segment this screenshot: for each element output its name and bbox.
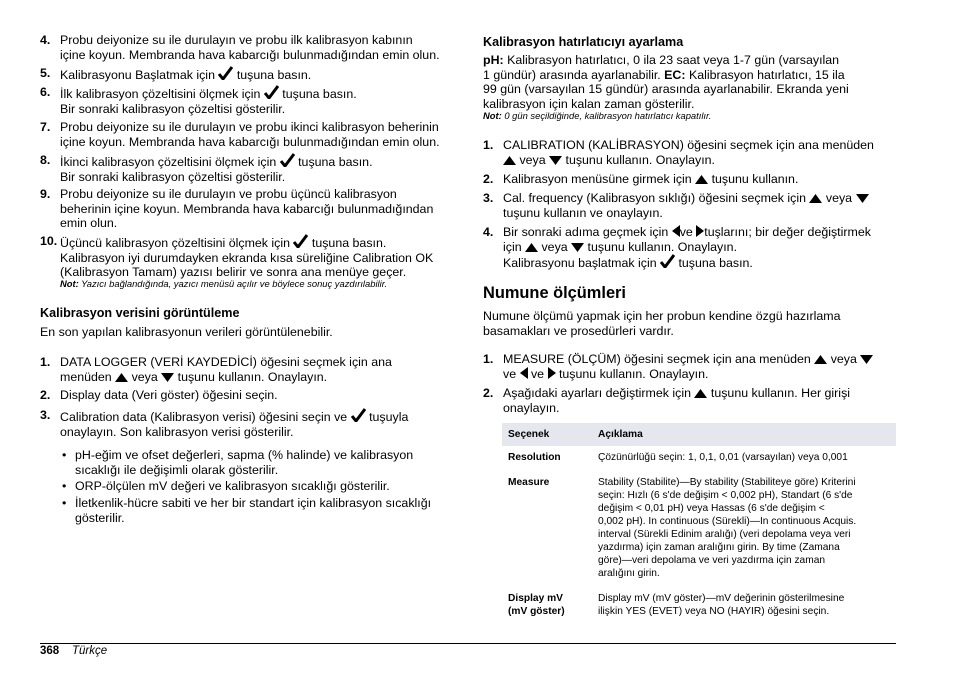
table-header-row [502, 423, 896, 446]
up-arrow-icon [115, 373, 128, 382]
down-arrow-icon [161, 373, 174, 382]
section-heading-sample-measurement: Numune ölçümleri [483, 284, 626, 302]
reminder-step-4: 4. Bir sonraki adıma geçmek için ve tuşlarını; bir değer değiştirmek için veya tuşunu kullanın. Onaylayın. Kalibrasyonu başlatmak için tuşuna basın. [483, 225, 871, 271]
down-arrow-icon [860, 355, 873, 364]
note-reminder-off: Not: 0 gün seçildiğinde, kalibrasyon hatırlatıcı kapatılır. [483, 110, 712, 121]
header-option: Seçenek [502, 423, 592, 446]
checkmark-icon [218, 66, 233, 80]
up-arrow-icon [814, 355, 827, 364]
step-6: 6. İlk kalibrasyon çözeltisini ölçmek için tuşuna basın. Bir sonraki kalibrasyon çözeltisi gösterilir. [40, 85, 357, 116]
data-step-2: 2. Display data (Veri göster) öğesini seçin. [40, 388, 278, 402]
note-printer: Not: Yazıcı bağlandığında, yazıcı menüsü açılır ve böylece sonuç yazdırılabilir. [60, 278, 388, 289]
step-10: 10. Üçüncü kalibrasyon çözeltisini ölçmek için tuşuna basın. Kalibrasyon iyi durumdayken ekranda kısa süreliğine Calibration OK (Kalibrasyon Tamam) yazısı belirir ve sonra ana menüye geçer. [40, 234, 434, 280]
table-row: Resolution Çözünürlüğü seçin: 1, 0,1, 0,01 (varsayılan) veya 0,001 [508, 452, 848, 463]
left-arrow-icon [520, 367, 528, 379]
checkmark-icon [660, 254, 675, 268]
table-row: Display mV (mV göster) Display mV (mV göster)—mV değerinin gösterilmesine ilişkin YES (EVET) veya NO (HAYIR) öğesini seçin. [508, 593, 845, 617]
footer-language: Türkçe [72, 645, 108, 657]
bullet-ph: • pH-eğim ve ofset değerleri, sapma (% halinde) ve kalibrasyon sıcaklığı ile değişimli olarak gösterilir. [62, 448, 414, 477]
down-arrow-icon [549, 156, 562, 165]
measure-step-1: 1. MEASURE (ÖLÇÜM) öğesini seçmek için ana menüden veya ve ve tuşunu kullanın. Onaylayın. [483, 352, 896, 381]
data-step-1: 1. DATA LOGGER (VERİ KAYDEDİCİ) öğesini seçmek için ana menüden veya tuşunu kullanın. Onaylayın. [40, 355, 392, 384]
bullet-orp: • ORP-ölçülen mV değeri ve kalibrasyon sıcaklığı gösterilir. [62, 479, 390, 493]
reminder-paragraph: pH: Kalibrasyon hatırlatıcı, 0 ila 23 saat veya 1-7 gün (varsayılan 1 gündür) arasında ayarlanabilir. EC: Kalibrasyon hatırlatıcı, 15 ila 99 gün (varsayılan 15 gündür) arasında ayarlanabilir. Ekranda yeni kalibrasyon için kalan zaman gösterilir. [483, 53, 849, 111]
checkmark-icon [264, 85, 279, 99]
right-arrow-icon [548, 367, 556, 379]
left-arrow-icon [672, 225, 680, 237]
bullet-dot: • [62, 448, 67, 462]
bullet-dot: • [62, 479, 67, 493]
header-description: Açıklama [592, 423, 896, 446]
up-arrow-icon [695, 175, 708, 184]
page-footer [40, 643, 896, 657]
step-8: 8. İkinci kalibrasyon çözeltisini ölçmek için tuşuna basın. Bir sonraki kalibrasyon çözeltisi gösterilir. [40, 153, 373, 184]
step-7: 7. Probu deiyonize su ile durulayın ve probu ikinci kalibrasyon beherinin içine koyun. Membranda hava kabarcığı bulunmadığından emin olun. [40, 120, 440, 149]
step-5: 5. Kalibrasyonu Başlatmak için tuşuna basın. [40, 66, 312, 82]
section-heading-reminder: Kalibrasyon hatırlatıcıyı ayarlama [483, 35, 684, 49]
down-arrow-icon [571, 243, 584, 252]
checkmark-icon [280, 153, 295, 167]
page-number: 368 [40, 645, 60, 657]
down-arrow-icon [856, 194, 869, 203]
reminder-step-2: 2. Kalibrasyon menüsüne girmek için tuşunu kullanın. [483, 172, 799, 186]
table-row: Measure Stability (Stabilite)—By stability (Stabiliteye göre) Kriterini seçin: Hızlı (6 s'de değişim < 0,002 pH), Standart (6 s'de değişim < 0,01 pH) veya Hassas (6 s'de değişim < 0,002 pH). In continuous (Sürekli)—In continuous Acquis. interval (Sürekli Edinim aralığı) (veri depolama veya veri yazdırma) için zaman aralığını girin. By time (Zamana göre)—veri depolama ve veri yazdırma için zaman aralığını girin. [508, 477, 857, 579]
step-4: 4. Probu deiyonize su ile durulayın ve probu ilk kalibrasyon kabının içine koyun. Membranda hava kabarcığı bulunmadığından emin olun. [40, 33, 440, 62]
up-arrow-icon [809, 194, 822, 203]
data-step-3: 3. Calibration data (Kalibrasyon verisi) öğesini seçin ve tuşuyla onaylayın. Son kalibrasyon verisi gösterilir. [40, 408, 409, 439]
reminder-step-3: 3. Cal. frequency (Kalibrasyon sıklığı) öğesini seçmek için veya tuşunu kullanın ve onaylayın. [483, 191, 896, 220]
step-9: 9. Probu deiyonize su ile durulayın ve probu üçüncü kalibrasyon beherinin içine koyun. Membranda hava kabarcığı bulunmadığından emin olun. [40, 187, 434, 231]
reminder-step-1: 1. CALIBRATION (KALİBRASYON) öğesini seçmek için ana menüden veya tuşunu kullanın. Onaylayın. [483, 138, 874, 167]
bullet-dot: • [62, 496, 67, 510]
up-arrow-icon [525, 243, 538, 252]
settings-table [502, 423, 896, 625]
checkmark-icon [351, 408, 366, 422]
sample-paragraph: Numune ölçümü yapmak için her probun kendine özgü hazırlama basamakları ve prosedürleri vardır. [483, 309, 841, 338]
section-heading-calibration-data: Kalibrasyon verisini görüntüleme [40, 306, 240, 320]
bullet-conductivity: • İletkenlik-hücre sabiti ve her bir standart için kalibrasyon sıcaklığı gösterilir. [62, 496, 432, 525]
checkmark-icon [293, 234, 308, 248]
measure-step-2: 2. Aşağıdaki ayarları değiştirmek için tuşunu kullanın. Her girişi onaylayın. [483, 386, 851, 415]
up-arrow-icon [694, 389, 707, 398]
up-arrow-icon [503, 156, 516, 165]
section-intro: En son yapılan kalibrasyonun verileri görüntülenebilir. [40, 325, 333, 339]
